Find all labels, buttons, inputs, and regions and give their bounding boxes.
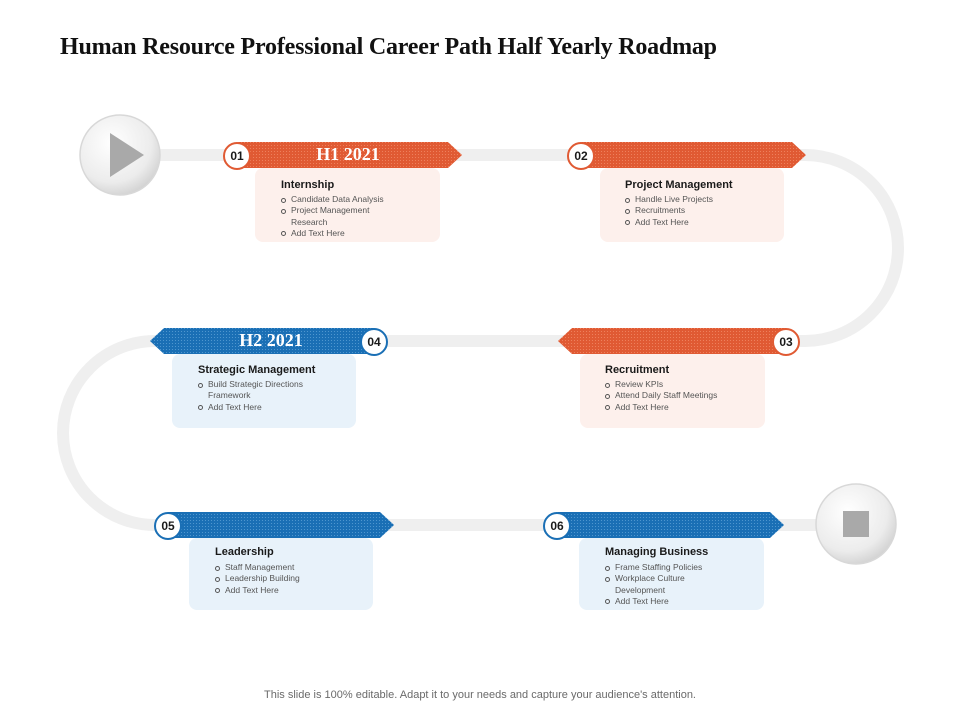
step-number-02: 02 <box>567 142 595 170</box>
banner-h2: H2 2021 <box>239 330 303 350</box>
step-items-03 <box>605 379 755 413</box>
list-item: Add Text Here <box>281 228 406 239</box>
list-item: Leadership Building <box>215 573 355 584</box>
list-item: Add Text Here <box>625 217 765 228</box>
list-item: Add Text Here <box>605 596 723 607</box>
ribbon-step-06 <box>558 512 784 538</box>
step-number-05: 05 <box>154 512 182 540</box>
list-item: Add Text Here <box>605 402 755 413</box>
step-title-06: Managing Business <box>605 546 709 558</box>
ribbon-step-03 <box>558 328 786 354</box>
step-number-03: 03 <box>772 328 800 356</box>
step-number-06: 06 <box>543 512 571 540</box>
step-number-01: 01 <box>223 142 251 170</box>
list-item: Candidate Data Analysis <box>281 194 406 205</box>
step-title-04: Strategic Management <box>198 364 316 376</box>
step-title-03: Recruitment <box>605 364 670 376</box>
list-item: Project Management Research <box>281 205 406 228</box>
step-title-02: Project Management <box>625 179 733 191</box>
list-item: Handle Live Projects <box>625 194 765 205</box>
list-item: Staff Management <box>215 562 355 573</box>
list-item: Recruitments <box>625 205 765 216</box>
banner-h1: H1 2021 <box>316 144 380 164</box>
list-item: Add Text Here <box>215 585 355 596</box>
end-stop-circle <box>816 484 896 564</box>
step-items-06 <box>605 562 723 607</box>
stop-icon <box>843 511 869 537</box>
list-item: Build Strategic Directions Framework <box>198 379 328 402</box>
start-play-circle <box>80 115 160 195</box>
ribbon-step-02 <box>582 142 806 168</box>
footer-note: This slide is 100% editable. Adapt it to your needs and capture your audience's attention. <box>264 689 696 701</box>
step-number-04: 04 <box>360 328 388 356</box>
list-item: Frame Staffing Policies <box>605 562 723 573</box>
step-items-05 <box>215 562 355 596</box>
step-items-01 <box>281 194 406 239</box>
slide-title: Human Resource Professional Career Path Half Yearly Roadmap <box>60 34 717 60</box>
list-item: Attend Daily Staff Meetings <box>605 390 755 401</box>
step-items-02 <box>625 194 765 228</box>
list-item: Add Text Here <box>198 402 328 413</box>
list-item: Workplace Culture Development <box>605 573 723 596</box>
ribbon-step-05 <box>168 512 394 538</box>
step-title-05: Leadership <box>215 546 274 558</box>
step-title-01: Internship <box>281 179 335 191</box>
step-items-04 <box>198 379 328 413</box>
list-item: Review KPIs <box>605 379 755 390</box>
